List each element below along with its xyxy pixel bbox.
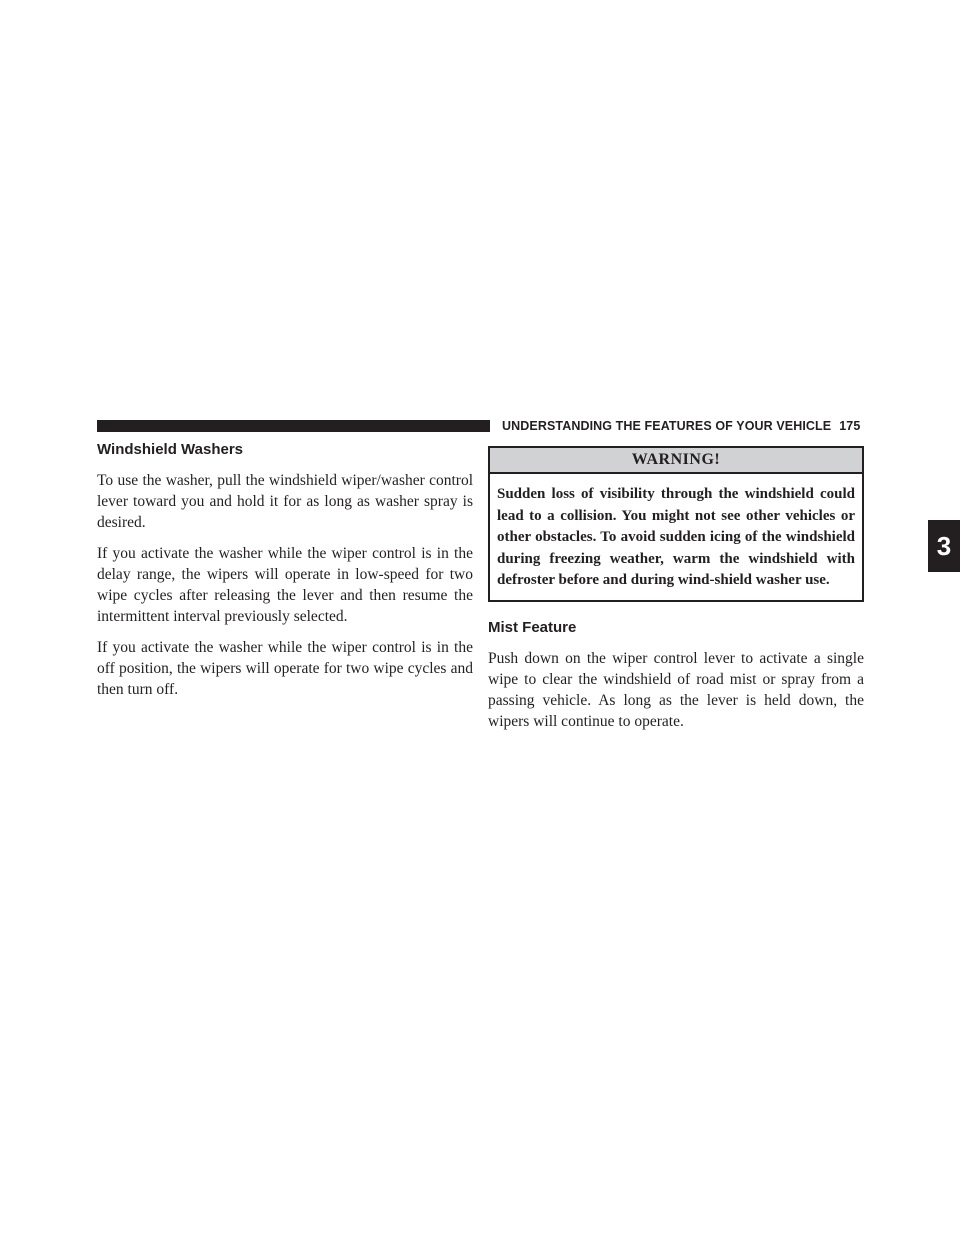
mist-feature-heading: Mist Feature (488, 618, 577, 636)
warning-box (488, 446, 864, 602)
warning-title: WARNING! (490, 448, 862, 474)
header-rule (97, 420, 490, 432)
warning-body: Sudden loss of visibility through the windshield could lead to a collision. You might not see other vehicles or other obstacles. To avoid sudden icing of the windshield during freezing weather, warm the windshield with defroster before and during wind-shield washer use. (497, 486, 855, 588)
chapter-tab: 3 (928, 520, 960, 572)
section-title: UNDERSTANDING THE FEATURES OF YOUR VEHICLE (502, 419, 832, 433)
left-column (97, 440, 473, 710)
running-header (502, 418, 864, 434)
paragraph: Push down on the wiper control lever to activate a single wipe to clear the windshield of road mist or spray from a passing vehicle. As long as the lever is held down, the wipers will continue to operate. (488, 649, 864, 730)
right-column (488, 440, 864, 742)
paragraph: If you activate the washer while the wiper control is in the off position, the wipers will operate for two wipe cycles and then turn off. (97, 639, 473, 698)
page-number: 175 (839, 419, 861, 433)
paragraph: To use the washer, pull the windshield wiper/washer control lever toward you and hold it for as long as washer spray is desired. (97, 472, 473, 531)
paragraph: If you activate the washer while the wiper control is in the delay range, the wipers will operate in low-speed for two wipe cycles after releasing the lever and then resume the intermittent interval previously selected. (97, 545, 473, 625)
windshield-washers-heading: Windshield Washers (97, 441, 244, 458)
